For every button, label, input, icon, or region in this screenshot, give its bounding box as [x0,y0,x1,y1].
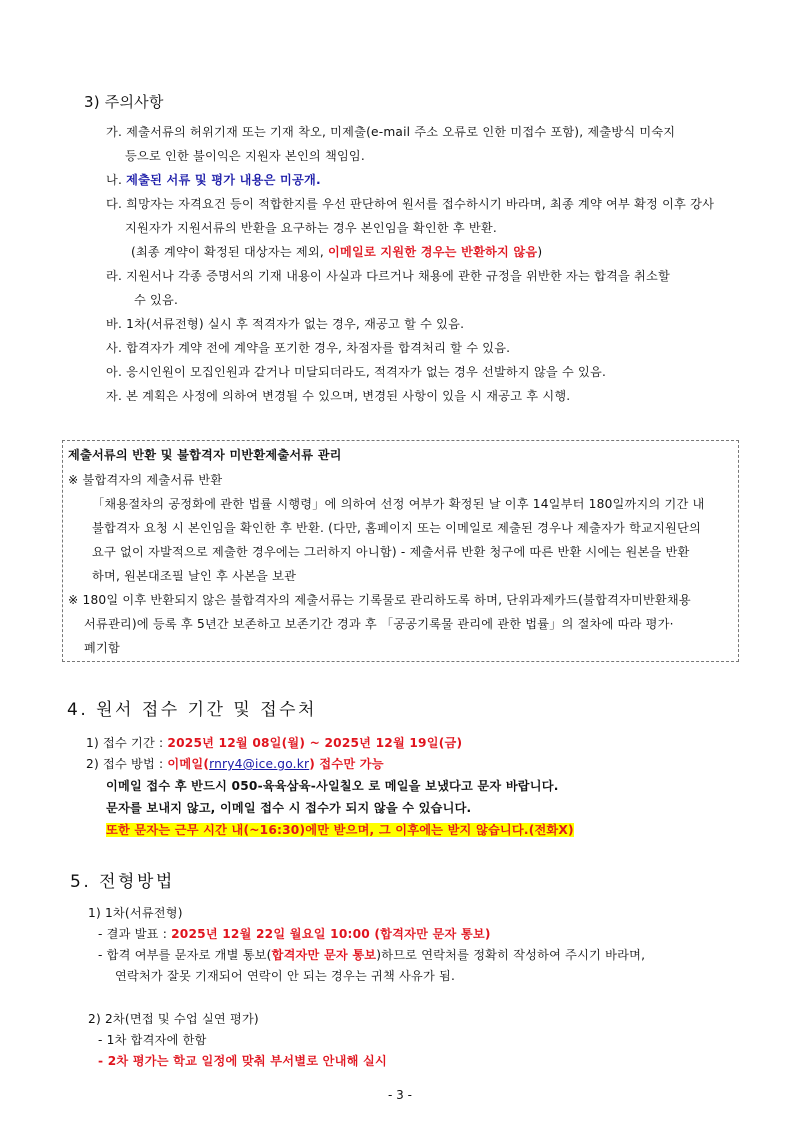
box-line: ※ 불합격자의 제출서류 반환 [68,473,223,487]
method-email-link[interactable]: rnry4@ice.go.kr [209,757,310,771]
method-label: 2) 접수 방법 : [86,757,168,771]
box-line: 서류관리)에 등록 후 5년간 보존하고 보존기간 경과 후 「공공기록물 관리에 관한 법률」의 절차에 따라 평가· [84,617,674,631]
notice-item-ra-cont: 수 있음. [134,293,179,307]
notice-item-sa: 사. 합격자가 계약 전에 계약을 포기한 경우, 차점자를 합격처리 할 수 있음. [106,341,511,355]
notice-item-da-note [131,244,542,260]
section4-period [86,735,462,751]
section5-step1: 1) 1차(서류전형) [88,906,183,920]
section4-title: 4. 원서 접수 기간 및 접수처 [67,700,317,720]
notify-red: 합격자만 문자 통보 [271,948,377,962]
section4-method [86,756,384,772]
notice-item-da-cont: 지원자가 지원서류의 반환을 요구하는 경우 본인임을 확인한 후 반환. [125,221,497,235]
notice-item-da-note-a: (최종 계약이 확정된 대상자는 제외, [131,245,329,259]
box-line: 하며, 원본대조필 날인 후 사본을 보관 [92,569,297,583]
box-line: 「채용절차의 공정화에 관한 법률 시행령」에 의하여 선정 여부가 확정된 날 이후 14일부터 180일까지의 기간 내 [92,497,705,511]
section5-notify-cont: 연락처가 잘못 기재되어 연락이 안 되는 경우는 귀책 사유가 됨. [115,969,456,983]
box-line: 요구 없이 자발적으로 제출한 경우에는 그러하지 아니함) - 제출서류 반환 청구에 따른 반환 시에는 원본을 반환 [92,545,690,559]
section4-note2: 문자를 보내지 않고, 이메일 접수 시 접수가 되지 않을 수 있습니다. [106,801,472,815]
notify-b: )하므로 연락처를 정확히 작성하여 주시기 바라며, [376,948,646,962]
section4-note3 [106,822,574,838]
section5-result [98,926,491,942]
notice-item-da: 다. 희망자는 자격요건 등이 적합한지를 우선 판단하여 원서를 접수하시기 바라며, 최종 계약 여부 확정 이후 강사 [106,197,715,211]
notice-heading: 3) 주의사항 [84,93,164,111]
notice-item-na [106,172,321,188]
notice-item-na-prefix: 나. [106,173,127,187]
notice-item-da-note-b: ) [537,245,543,259]
box-line: ※ 180일 이후 반환되지 않은 불합격자의 제출서류는 기록물로 관리하도록 하며, 단위과제카드(불합격자미반환채용 [68,593,691,607]
notice-item-a: 아. 응시인원이 모집인원과 같거나 미달되더라도, 적격자가 없는 경우 선발하지 않을 수 있음. [106,365,607,379]
box-line: 불합격자 요청 시 본인임을 확인한 후 반환. (다만, 홈페이지 또는 이메일로 제출된 경우나 제출자가 학교지원단의 [92,521,701,535]
result-value: 2025년 12월 22일 월요일 10:00 (합격자만 문자 통보) [171,927,491,941]
notice-item-da-note-red: 이메일로 지원한 경우는 반환하지 않음 [328,245,538,259]
period-label: 1) 접수 기간 : [86,736,168,750]
notify-a: - 합격 여부를 문자로 개별 통보( [98,948,272,962]
notice-item-ga: 가. 제출서류의 허위기재 또는 기재 착오, 미제출(e-mail 주소 오류로 인한 미접수 포함), 제출방식 미숙지 [106,125,676,139]
page-number: - 3 - [388,1088,412,1102]
section5-step2-b: - 2차 평가는 학교 일정에 맞춰 부서별로 안내해 실시 [98,1054,387,1068]
result-label: - 결과 발표 : [98,927,172,941]
notice-item-ga-cont: 등으로 인한 불이익은 지원자 본인의 책임임. [125,149,365,163]
notice-item-na-text: 제출된 서류 및 평가 내용은 미공개. [126,173,321,187]
notice-item-ra: 라. 지원서나 각종 증명서의 기재 내용이 사실과 다르거나 채용에 관한 규정을 위반한 자는 합격을 취소할 [106,269,670,283]
section4-note3-text: 또한 문자는 근무 시간 내(~16:30)에만 받으며, 그 이후에는 받지 않습니다.(전화X) [106,823,574,837]
method-value-a: 이메일( [167,757,210,771]
notice-item-ba: 바. 1차(서류전형) 실시 후 적격자가 없는 경우, 재공고 할 수 있음. [106,317,465,331]
section5-step2: 2) 2차(면접 및 수업 실연 평가) [88,1012,259,1026]
section5-notify [98,947,645,963]
box-title: 제출서류의 반환 및 불합격자 미반환제출서류 관리 [68,448,342,462]
section5-step2-a: - 1차 합격자에 한함 [98,1033,207,1047]
section5-title: 5. 전형방법 [70,872,175,892]
period-value: 2025년 12월 08일(월) ~ 2025년 12월 19일(금) [167,736,463,750]
notice-item-ja: 자. 본 계획은 사정에 의하여 변경될 수 있으며, 변경된 사항이 있을 시 재공고 후 시행. [106,389,571,403]
method-value-b: ) 접수만 가능 [309,757,384,771]
section4-note1: 이메일 접수 후 반드시 050-육육삼육-사일칠오 로 메일을 보냈다고 문자 바랍니다. [106,779,559,793]
box-line: 폐기함 [84,641,120,655]
